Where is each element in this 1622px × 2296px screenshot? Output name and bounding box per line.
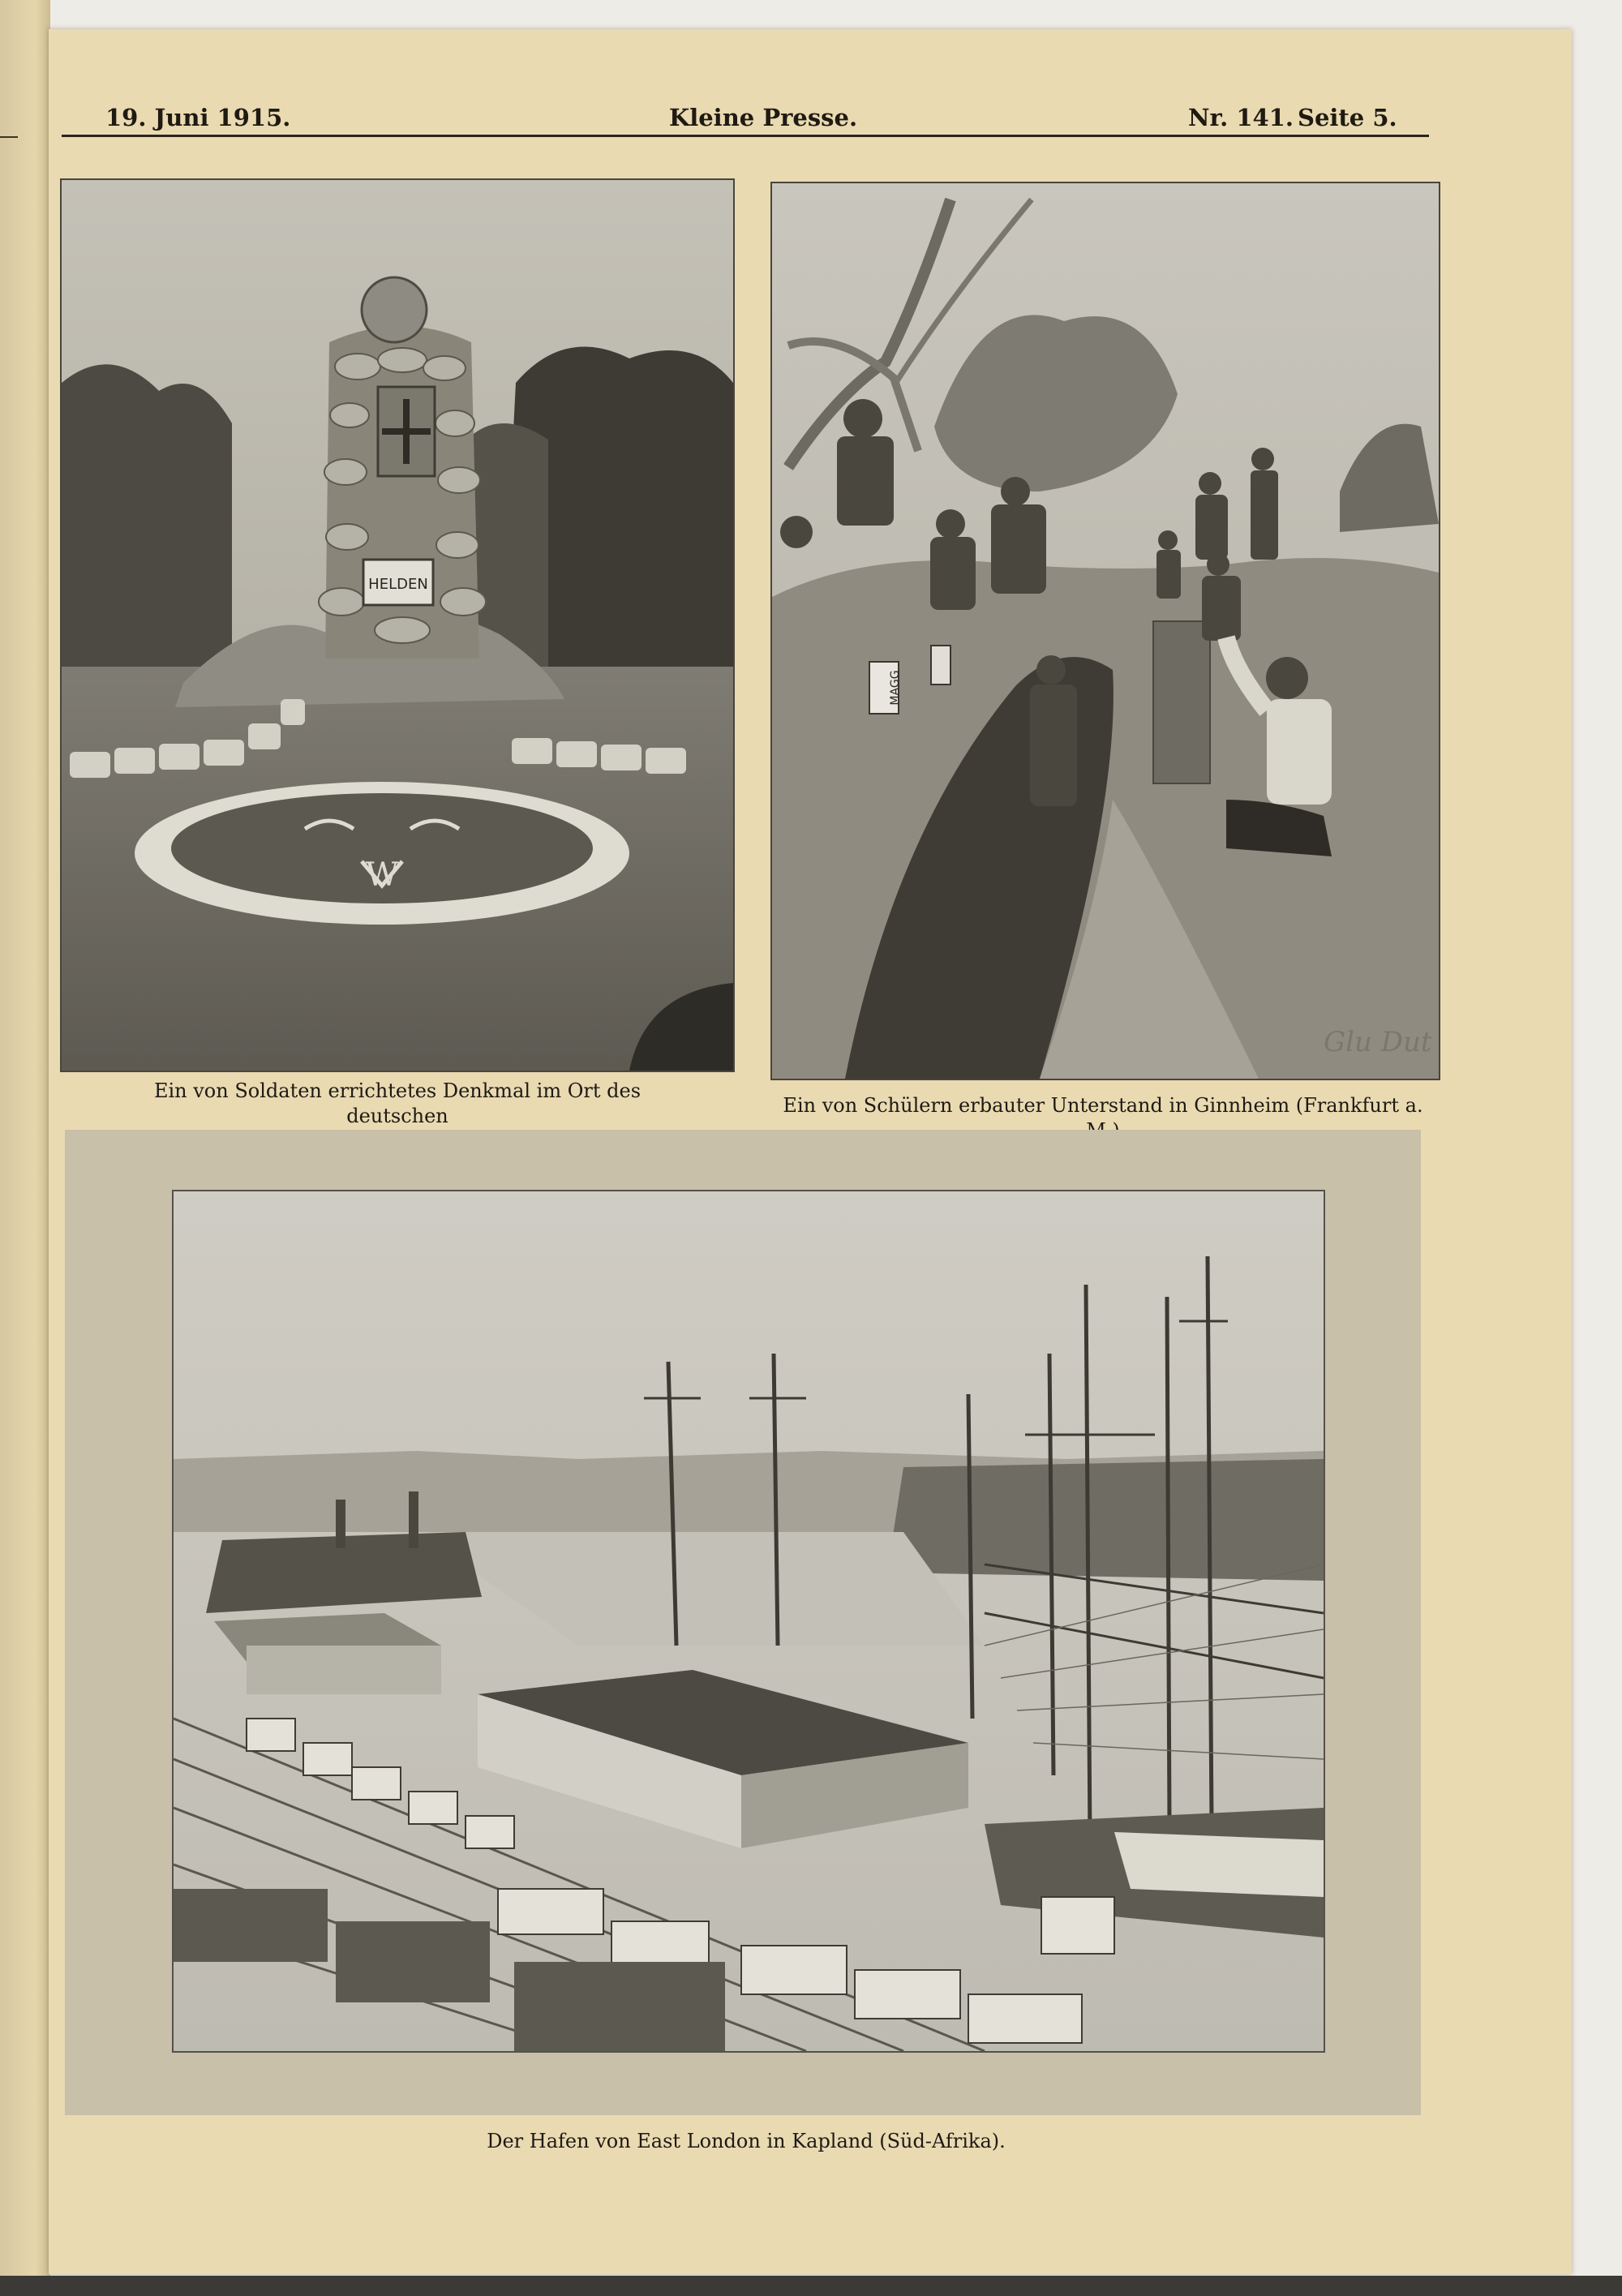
previous-page-rule	[0, 136, 18, 138]
trench-sign-text: MAGG	[889, 670, 902, 706]
previous-page-edge	[0, 0, 50, 2279]
harbor-illustration	[174, 1191, 1324, 2051]
monument-photo	[60, 178, 735, 1072]
monument-plaque-text: HELDEN	[368, 576, 428, 593]
trench-illustration	[772, 183, 1439, 1079]
header-page-number: Seite 5.	[1298, 104, 1397, 131]
monument-illustration	[62, 180, 733, 1071]
scanner-edge	[0, 2276, 1622, 2296]
header-paper-name: Kleine Presse.	[669, 104, 858, 131]
svg-text:W: W	[365, 856, 399, 894]
harbor-photo	[172, 1190, 1325, 2053]
header-date: 19. Juni 1915.	[105, 104, 291, 131]
trench-photo-signature: Glu Dut	[1324, 1026, 1432, 1058]
trench-photo	[770, 182, 1440, 1080]
monument-caption-line-1: Ein von Soldaten errichtetes Denkmal im Ort des deutschen	[153, 1079, 642, 1127]
trench-caption: Ein von Schülern erbauter Unterstand in Ginnheim (Frankfurt a.	[783, 1094, 1423, 1117]
harbor-caption: Der Hafen von East London in Kapland (Süd-Afrika).	[487, 2130, 1006, 2152]
header-issue-number: Nr. 141.	[1188, 104, 1294, 131]
header-rule	[62, 135, 1429, 137]
